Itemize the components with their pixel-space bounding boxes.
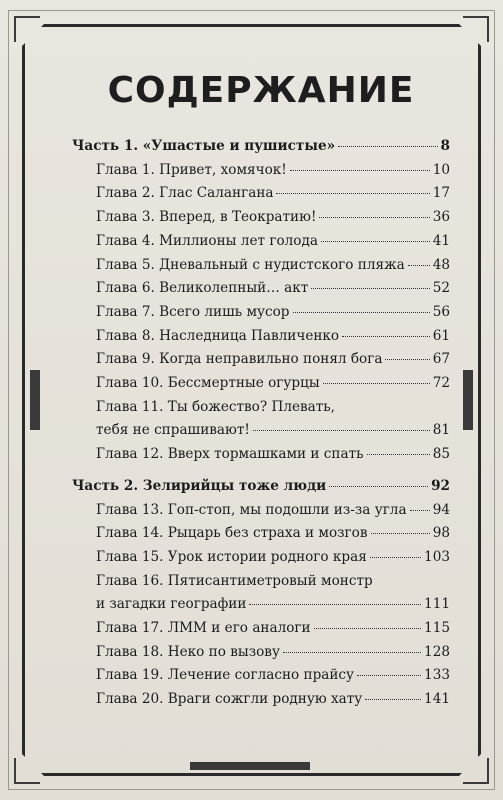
toc-chapter-page-number: 17: [432, 185, 450, 202]
toc-chapter-page-number: 141: [424, 691, 450, 708]
dot-leader: [370, 557, 421, 558]
toc-chapter-page-number: 133: [424, 667, 450, 684]
toc-chapter-label: Глава 5. Дневальный с нудистского пляжа: [96, 256, 405, 273]
frame-side-tab: [463, 370, 473, 430]
dot-leader: [253, 430, 430, 431]
dot-leader: [371, 533, 430, 534]
toc-chapter-page-number: 36: [432, 209, 450, 226]
corner-ornament: [14, 758, 40, 784]
toc-chapter-page-number: 61: [432, 327, 450, 344]
toc-chapter: [72, 546, 450, 570]
toc-chapter: [72, 206, 450, 230]
dot-leader: [385, 359, 429, 360]
frame-bottom-bar: [190, 762, 310, 770]
dot-leader: [249, 604, 421, 605]
dot-leader: [365, 699, 421, 700]
dot-leader: [408, 265, 430, 266]
toc-chapter-label: Глава 18. Неко по вызову: [96, 643, 280, 660]
toc-chapter: [72, 396, 450, 420]
toc-chapter-label: Глава 8. Наследница Павличенко: [96, 327, 340, 344]
dot-leader: [342, 336, 430, 337]
table-of-contents: [72, 135, 450, 712]
toc-chapter-label: Глава 3. Вперед, в Теократию!: [96, 209, 317, 226]
toc-chapter: [72, 522, 450, 546]
toc-chapter-continued-label: тебя не спрашивают!: [96, 422, 250, 439]
toc-chapter: [72, 499, 450, 523]
toc-chapter-label: Глава 2. Глас Салангана: [96, 185, 274, 202]
dot-leader: [311, 288, 429, 289]
toc-chapter: [72, 348, 450, 372]
toc-chapter-label: Глава 6. Великолепный… акт: [96, 280, 309, 297]
toc-chapter-page-number: 41: [432, 232, 450, 249]
dot-leader: [323, 383, 430, 384]
corner-ornament: [463, 758, 489, 784]
dot-leader: [367, 454, 430, 455]
toc-chapter: [72, 301, 450, 325]
toc-part-label: Часть 2. Зелирийцы тоже люди: [72, 477, 327, 494]
toc-chapter-label: Глава 16. Пятисантиметровый монстр: [96, 572, 373, 589]
toc-content: [72, 70, 450, 712]
toc-chapter-label: Глава 17. ЛММ и его аналоги: [96, 620, 311, 637]
toc-chapter: [72, 688, 450, 712]
dot-leader: [314, 628, 421, 629]
toc-chapter: [72, 617, 450, 641]
toc-chapter-continued-page-number: 81: [432, 422, 450, 439]
toc-chapter-label: Глава 4. Миллионы лет голода: [96, 232, 318, 249]
toc-chapter-label: Глава 14. Рыцарь без страха и мозгов: [96, 525, 368, 542]
dot-leader: [276, 193, 429, 194]
toc-chapter-label: Глава 11. Ты божество? Плевать,: [96, 398, 335, 415]
toc-chapter-page-number: 67: [432, 351, 450, 368]
toc-chapter-page-number: 56: [432, 303, 450, 320]
toc-chapter: [72, 325, 450, 349]
toc-chapter: [72, 570, 450, 594]
toc-part-page-number: 8: [440, 138, 450, 154]
dot-leader: [319, 217, 429, 218]
dot-leader: [410, 510, 430, 511]
toc-chapter: [72, 254, 450, 278]
toc-chapter-page-number: 103: [424, 548, 450, 565]
frame-side-tab: [30, 370, 40, 430]
toc-chapter-page-number: 48: [432, 256, 450, 273]
toc-chapter-label: Глава 13. Гоп-стоп, мы подошли из-за угла: [96, 501, 407, 518]
toc-chapter-continued-page-number: 111: [424, 596, 450, 613]
toc-chapter-page-number: 10: [432, 161, 450, 178]
dot-leader: [290, 170, 430, 171]
toc-chapter: [72, 641, 450, 665]
toc-chapter-label: Глава 19. Лечение согласно прайсу: [96, 667, 355, 684]
toc-chapter-label: Глава 7. Всего лишь мусор: [96, 303, 290, 320]
toc-chapter-label: Глава 20. Враги сожгли родную хату: [96, 691, 363, 708]
toc-chapter: [72, 277, 450, 301]
toc-chapter-label: Глава 10. Бессмертные огурцы: [96, 375, 320, 392]
dot-leader: [357, 675, 421, 676]
dot-leader: [338, 146, 437, 147]
toc-chapter-page-number: 72: [432, 375, 450, 392]
toc-chapter-page-number: 94: [432, 501, 450, 518]
dot-leader: [283, 652, 421, 653]
toc-part-page-number: 92: [431, 477, 450, 494]
toc-chapter: [72, 230, 450, 254]
page-title: СОДЕРЖАНИЕ: [107, 70, 415, 111]
toc-part: [72, 135, 450, 159]
toc-chapter-label: Глава 1. Привет, хомячок!: [96, 161, 287, 178]
toc-chapter-continued-label: и загадки географии: [96, 596, 247, 613]
toc-chapter-page-number: 128: [424, 643, 450, 660]
section-gap: [72, 467, 450, 475]
toc-chapter-label: Глава 15. Урок истории родного края: [96, 548, 367, 565]
toc-chapter: [72, 372, 450, 396]
toc-chapter-page-number: 85: [432, 446, 450, 463]
toc-part: [72, 475, 450, 499]
toc-chapter-page-number: 115: [424, 620, 450, 637]
toc-chapter-page-number: 52: [432, 280, 450, 297]
dot-leader: [293, 312, 430, 313]
corner-ornament: [14, 16, 40, 42]
toc-chapter-page-number: 98: [432, 525, 450, 542]
toc-chapter: [72, 159, 450, 183]
toc-chapter: [72, 182, 450, 206]
toc-chapter: [72, 443, 450, 467]
toc-chapter-continued: [72, 593, 450, 617]
dot-leader: [329, 486, 428, 487]
dot-leader: [321, 241, 430, 242]
toc-part-label: Часть 1. «Ушастые и пушистые»: [72, 138, 336, 154]
toc-chapter-label: Глава 12. Вверх тормашками и спать: [96, 446, 364, 463]
toc-chapter-label: Глава 9. Когда неправильно понял бога: [96, 351, 383, 368]
corner-ornament: [463, 16, 489, 42]
toc-chapter-continued: [72, 419, 450, 443]
toc-chapter: [72, 664, 450, 688]
